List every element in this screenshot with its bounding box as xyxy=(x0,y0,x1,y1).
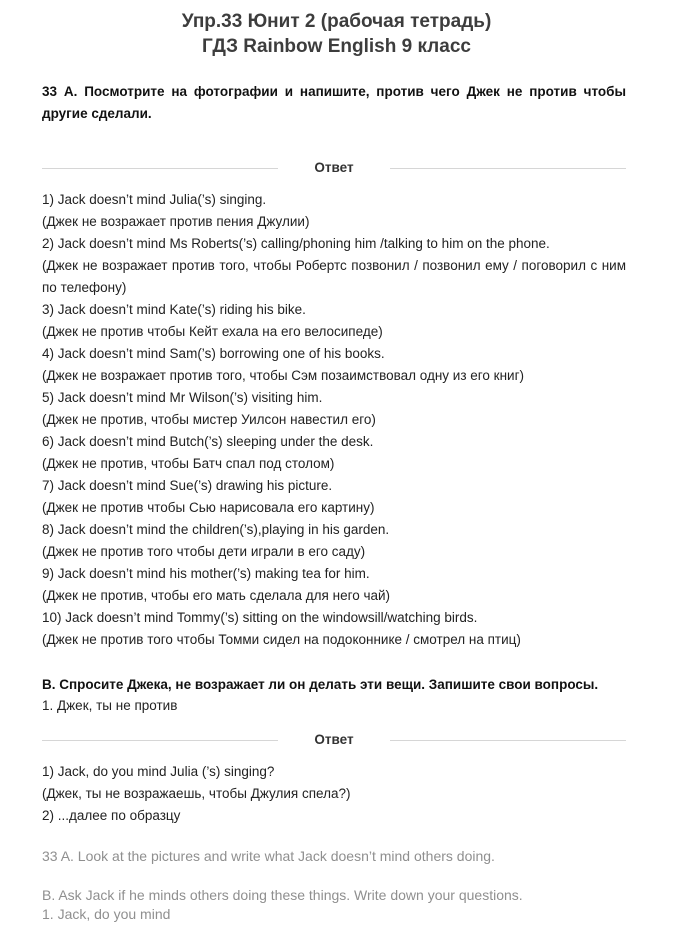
answer-line: 4) Jack doesn’t mind Sam(’s) borrowing one of his books. xyxy=(42,346,385,361)
answer-line: 1) Jack doesn’t mind Julia(’s) singing. xyxy=(42,192,267,207)
answer-line: (Джек не против, чтобы его мать сделала для него чай) xyxy=(42,588,391,603)
english-task-b-example: 1. Jack, do you mind xyxy=(42,906,171,922)
english-task-b: B. Ask Jack if he minds others doing these things. Write down your questions. xyxy=(42,887,523,903)
answer-line: (Джек не возражает против того, чтобы Сэм позаимствовал одну из его книг) xyxy=(42,368,524,383)
answer-line: 2) ...далее по образцу xyxy=(42,808,181,823)
answer-line: 10) Jack doesn’t mind Tommy(’s) sitting on the windowsill/watching birds. xyxy=(42,610,478,625)
answer-line: (Джек не возражает против того, чтобы Робертс позвонил / позвонил ему / поговорил с ним по телефону) xyxy=(42,258,626,295)
answer-line: (Джек не возражает против пения Джулии) xyxy=(42,214,310,229)
answer-line: 5) Jack doesn’t mind Mr Wilson(’s) visiting him. xyxy=(42,390,323,405)
answer-line: (Джек не против, чтобы мистер Уилсон навестил его) xyxy=(42,412,376,427)
task-b-instruction: В. Спросите Джека, не возражает ли он делать эти вещи. Запишите свои вопросы. xyxy=(42,677,599,692)
page-title: Упр.33 Юнит 2 (рабочая тетрадь) xyxy=(181,11,492,32)
english-task-a: 33 A. Look at the pictures and write what Jack doesn’t mind others doing. xyxy=(42,848,495,864)
task-a-instruction: 33 А. Посмотрите на фотографии и напишите, против чего Джек не против чтобы другие сделали. xyxy=(42,84,626,121)
answer-divider-a xyxy=(42,158,626,178)
answer-line: 3) Jack doesn’t mind Kate(’s) riding his bike. xyxy=(42,302,306,317)
answer-line: (Джек не против чтобы Кейт ехала на его велосипеде) xyxy=(42,324,383,339)
answer-line: 2) Jack doesn’t mind Ms Roberts(’s) calling/phoning him /talking to him on the phone. xyxy=(42,236,550,251)
answer-line: 8) Jack doesn’t mind the children(’s),playing in his garden. xyxy=(42,522,390,537)
divider-line-right xyxy=(390,740,626,741)
answer-label: Ответ xyxy=(314,732,354,747)
divider-line-left xyxy=(42,740,278,741)
answer-list-a xyxy=(42,189,626,651)
answer-line: (Джек не против того чтобы Томми сидел на подоконнике / смотрел на птиц) xyxy=(42,632,521,647)
answer-list-b xyxy=(42,761,626,827)
page-subtitle: ГДЗ Rainbow English 9 класс xyxy=(202,36,471,57)
divider-line-left xyxy=(42,168,278,169)
task-b-example: 1. Джек, ты не против xyxy=(42,698,178,713)
answer-line: (Джек не против чтобы Сью нарисовала его картину) xyxy=(42,500,375,515)
answer-line: 6) Jack doesn’t mind Butch(’s) sleeping under the desk. xyxy=(42,434,374,449)
answer-line: (Джек не против того чтобы дети играли в его саду) xyxy=(42,544,366,559)
answer-label: Ответ xyxy=(314,160,354,175)
answer-line: (Джек, ты не возражаешь, чтобы Джулия спела?) xyxy=(42,786,351,801)
answer-line: (Джек не против, чтобы Батч спал под столом) xyxy=(42,456,335,471)
answer-line: 9) Jack doesn’t mind his mother(’s) making tea for him. xyxy=(42,566,370,581)
divider-line-right xyxy=(390,168,626,169)
answer-line: 1) Jack, do you mind Julia (’s) singing? xyxy=(42,764,275,779)
answer-divider-b xyxy=(42,730,626,750)
answer-line: 7) Jack doesn’t mind Sue(’s) drawing his picture. xyxy=(42,478,333,493)
